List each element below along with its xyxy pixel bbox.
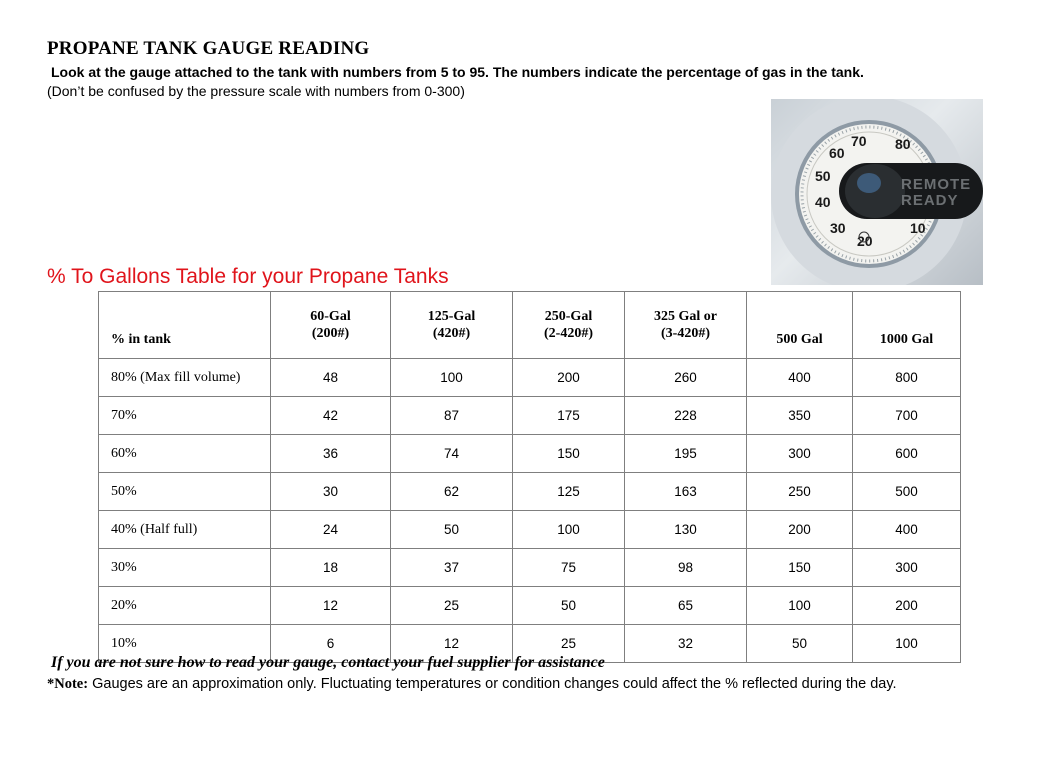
dial-number: 20 bbox=[857, 233, 873, 249]
table-cell: 100 bbox=[747, 587, 853, 625]
table-row bbox=[99, 397, 961, 435]
table-row bbox=[99, 359, 961, 397]
table-cell: 100 bbox=[853, 625, 961, 663]
table-row bbox=[99, 473, 961, 511]
table-cell: 50% bbox=[99, 473, 271, 511]
table-cell: 130 bbox=[625, 511, 747, 549]
column-header: 250-Gal (2-420#) bbox=[513, 292, 625, 359]
table-cell: 12 bbox=[271, 587, 391, 625]
table-cell: 30% bbox=[99, 549, 271, 587]
dial-number: 30 bbox=[830, 220, 846, 236]
table-cell: 10% bbox=[99, 625, 271, 663]
table-cell: 260 bbox=[625, 359, 747, 397]
pressure-scale-note: (Don’t be confused by the pressure scale with numbers from 0-300) bbox=[47, 83, 465, 99]
table-cell: 48 bbox=[271, 359, 391, 397]
table-cell: 50 bbox=[391, 511, 513, 549]
table-cell: 600 bbox=[853, 435, 961, 473]
table-cell: 87 bbox=[391, 397, 513, 435]
table-cell: 100 bbox=[391, 359, 513, 397]
table-heading: % To Gallons Table for your Propane Tanks bbox=[47, 265, 449, 288]
table-row bbox=[99, 587, 961, 625]
table-cell: 80% (Max fill volume) bbox=[99, 359, 271, 397]
table-cell: 175 bbox=[513, 397, 625, 435]
table-cell: 200 bbox=[747, 511, 853, 549]
dial-number: 70 bbox=[851, 133, 867, 149]
assistance-note: If you are not sure how to read your gauge, contact your fuel supplier for assistance bbox=[51, 654, 605, 671]
column-header: % in tank bbox=[99, 292, 271, 359]
dial-number: 40 bbox=[815, 194, 831, 210]
table-cell: 400 bbox=[853, 511, 961, 549]
table-cell: 12 bbox=[391, 625, 513, 663]
table-cell: 150 bbox=[747, 549, 853, 587]
table-cell: 20% bbox=[99, 587, 271, 625]
table-cell: 30 bbox=[271, 473, 391, 511]
intro-text: Look at the gauge attached to the tank with numbers from 5 to 95. The numbers indicate the percentage of gas in the tank. bbox=[51, 64, 864, 80]
table-cell: 350 bbox=[747, 397, 853, 435]
dial-number: 10 bbox=[910, 220, 926, 236]
table-cell: 300 bbox=[747, 435, 853, 473]
table-cell: 800 bbox=[853, 359, 961, 397]
table-cell: 200 bbox=[513, 359, 625, 397]
table-row bbox=[99, 435, 961, 473]
dial-number: 60 bbox=[829, 145, 845, 161]
table-row bbox=[99, 511, 961, 549]
table-cell: 62 bbox=[391, 473, 513, 511]
dial-number: 50 bbox=[815, 168, 831, 184]
table-cell: 60% bbox=[99, 435, 271, 473]
gauge-photo bbox=[771, 99, 983, 285]
table-cell: 228 bbox=[625, 397, 747, 435]
table-cell: 74 bbox=[391, 435, 513, 473]
table-cell: 25 bbox=[391, 587, 513, 625]
cover-text: READY bbox=[901, 192, 959, 209]
table-cell: 50 bbox=[747, 625, 853, 663]
table-cell: 36 bbox=[271, 435, 391, 473]
column-header: 500 Gal bbox=[747, 292, 853, 359]
table-cell: 70% bbox=[99, 397, 271, 435]
table-cell: 500 bbox=[853, 473, 961, 511]
table-cell: 65 bbox=[625, 587, 747, 625]
page-title: PROPANE TANK GAUGE READING bbox=[47, 38, 370, 59]
table-header-row bbox=[99, 292, 961, 359]
table-cell: 98 bbox=[625, 549, 747, 587]
table-cell: 163 bbox=[625, 473, 747, 511]
table-cell: 75 bbox=[513, 549, 625, 587]
table-cell: 150 bbox=[513, 435, 625, 473]
dial-number: 80 bbox=[895, 136, 911, 152]
table-row bbox=[99, 549, 961, 587]
column-header: 1000 Gal bbox=[853, 292, 961, 359]
table-cell: 24 bbox=[271, 511, 391, 549]
column-header: 325 Gal or (3-420#) bbox=[625, 292, 747, 359]
table-cell: 37 bbox=[391, 549, 513, 587]
table-cell: 100 bbox=[513, 511, 625, 549]
table-cell: 18 bbox=[271, 549, 391, 587]
table-cell: 200 bbox=[853, 587, 961, 625]
table-cell: 32 bbox=[625, 625, 747, 663]
table-cell: 6 bbox=[271, 625, 391, 663]
table-cell: 250 bbox=[747, 473, 853, 511]
table-cell: 50 bbox=[513, 587, 625, 625]
table-cell: 25 bbox=[513, 625, 625, 663]
table-cell: 400 bbox=[747, 359, 853, 397]
cover-text: REMOTE bbox=[901, 176, 972, 193]
table-cell: 42 bbox=[271, 397, 391, 435]
table-cell: 125 bbox=[513, 473, 625, 511]
column-header: 60-Gal (200#) bbox=[271, 292, 391, 359]
table-cell: 40% (Half full) bbox=[99, 511, 271, 549]
table-cell: 300 bbox=[853, 549, 961, 587]
note-label: *Note: bbox=[47, 676, 89, 692]
note-text: Gauges are an approximation only. Fluctuating temperatures or condition changes could affect the % reflected during the day. bbox=[88, 676, 897, 692]
table-cell: 700 bbox=[853, 397, 961, 435]
column-header: 125-Gal (420#) bbox=[391, 292, 513, 359]
disclaimer-note bbox=[47, 676, 897, 693]
table-cell: 195 bbox=[625, 435, 747, 473]
gallons-table bbox=[98, 291, 961, 663]
